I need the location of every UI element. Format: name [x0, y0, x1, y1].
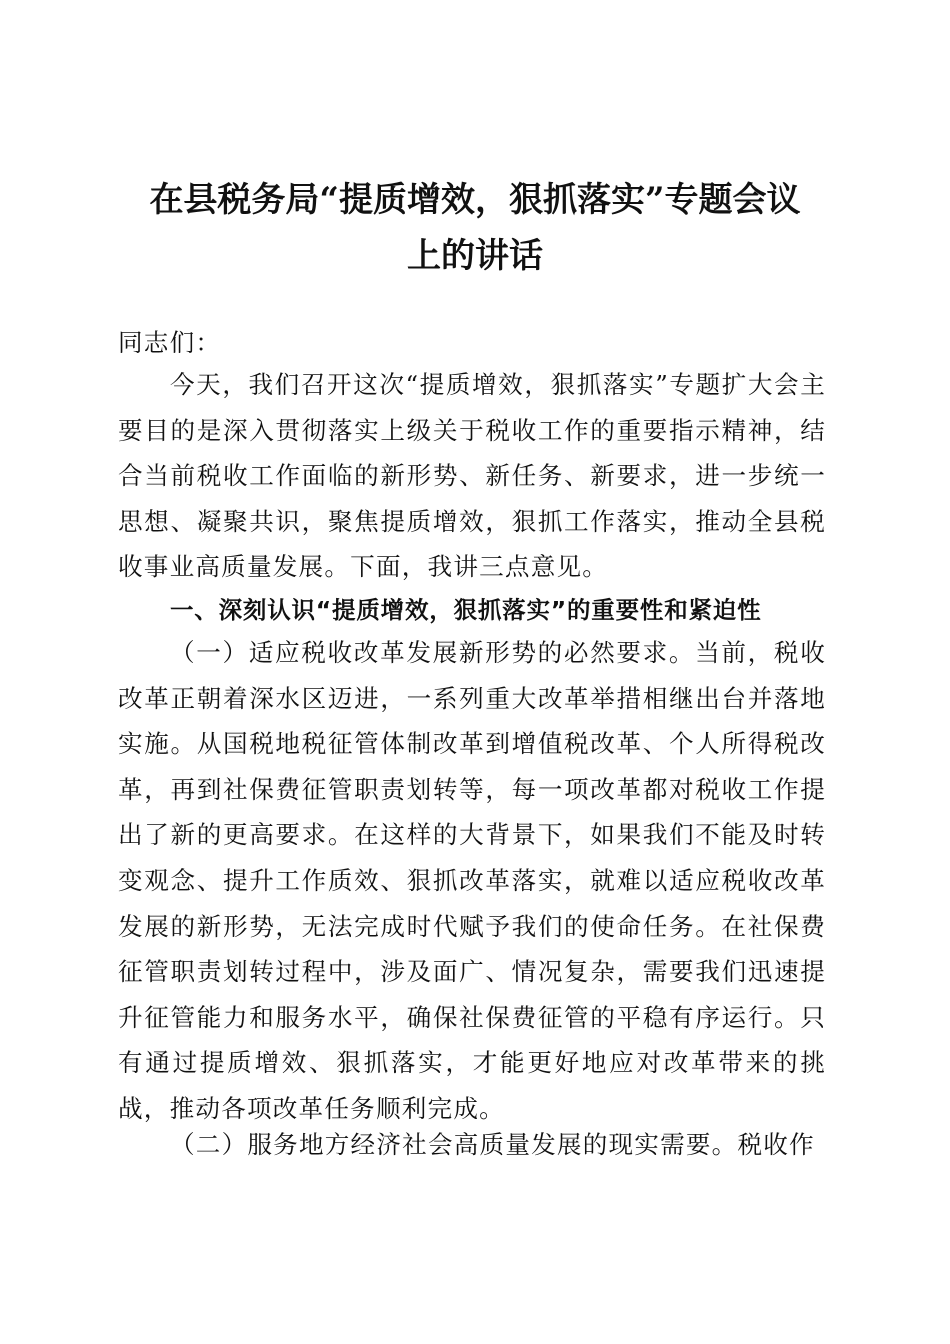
title-line-2: 上的讲话 [407, 236, 543, 276]
paragraph-subsection-1: （一）适应税收改革发展新形势的必然要求。当前，税收改革正朝着深水区迈进，一系列重大改革举措相继出台并落地实施。从国税地税征管体制改革到增值税改革、个人所得税改革，再到社保费征管职责划转等，每一项改革都对税收工作提出了新的更高要求。在这样的大背景下，如果我们不能及时转变观念、提升工作质效、狠抓改革落实，就难以适应税收改革发展的新形势，无法完成时代赋予我们的使命任务。在社保费征管职责划转过程中，涉及面广、情况复杂，需要我们迅速提升征管能力和服务水平，确保社保费征管的平稳有序运行。只有通过提质增效、狠抓落实，才能更好地应对改革带来的挑战，推动各项改革任务顺利完成。 [118, 638, 826, 1123]
salutation: 同志们： [118, 328, 222, 357]
section-heading-1: 一、深刻认识“提质增效，狠抓落实”的重要性和紧迫性 [170, 596, 762, 624]
document-title [110, 172, 840, 284]
paragraph-subsection-2: （二）服务地方经济社会高质量发展的现实需要。税收作 [170, 1130, 815, 1159]
title-line-1: 在县税务局“提质增效，狠抓落实”专题会议 [149, 180, 801, 220]
paragraph-intro: 今天，我们召开这次“提质增效，狠抓落实”专题扩大会主要目的是深入贯彻落实上级关于税收工作的重要指示精神，结合当前税收工作面临的新形势、新任务、新要求，进一步统一思想、凝聚共识，聚焦提质增效，狠抓工作落实，推动全县税收事业高质量发展。下面，我讲三点意见。 [118, 370, 826, 582]
